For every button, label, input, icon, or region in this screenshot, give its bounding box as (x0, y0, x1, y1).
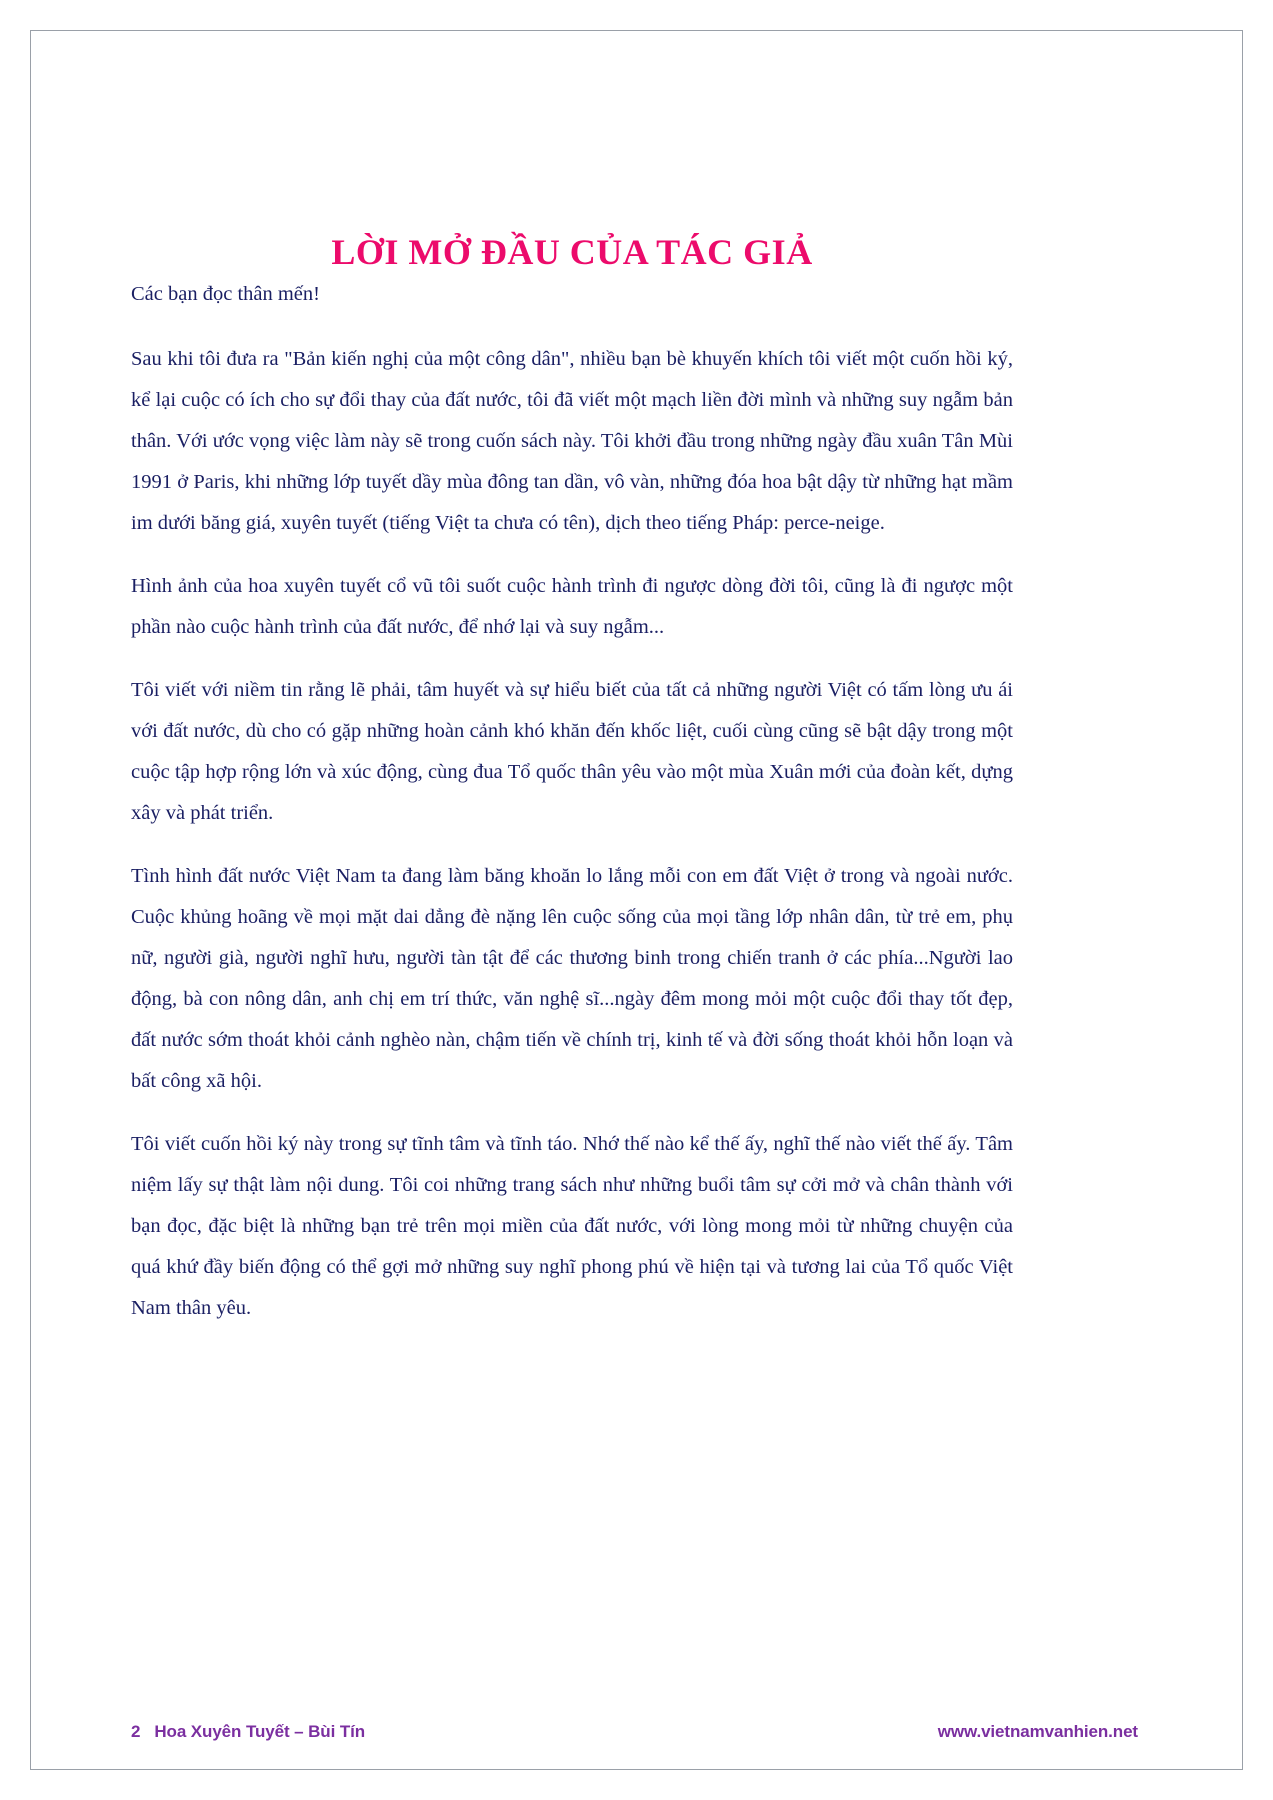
footer-book-title: Hoa Xuyên Tuyết – Bùi Tín (154, 1722, 366, 1741)
page-title: LỜI MỞ ĐẦU CỦA TÁC GIẢ (331, 232, 813, 272)
paragraph-greeting: Các bạn đọc thân mến! (131, 283, 320, 306)
paragraph-4: Tình hình đất nước Việt Nam ta đang làm băng khoăn lo lắng mỗi con em đất Việt ở trong và ngoài nước. Cuộc khủng hoãng về mọi mặt dai dẳng đè nặng lên cuộc sống của mọi tầng lớp nhân dân, từ trẻ em, phụ nữ, người già, người nghĩ hưu, người tàn tật để các thương binh trong chiến tranh ở các phía...Người lao động, bà con nông dân, anh chị em trí thức, văn nghệ sĩ...ngày đêm mong mỏi một cuộc đổi thay tốt đẹp, đất nước sớm thoát khỏi cảnh nghèo nàn, chậm tiến về chính trị, kinh tế và đời sống thoát khỏi hỗn loạn và bất công xã hội. (131, 865, 1013, 1093)
paragraph-1: Sau khi tôi đưa ra "Bản kiến nghị của một công dân", nhiều bạn bè khuyến khích tôi viết một cuốn hồi ký, kể lại cuộc có ích cho sự đổi thay của đất nước, tôi đã viết một mạch liền đời mình và những suy ngẫm bản thân. Với ước vọng việc làm này sẽ trong cuốn sách này. Tôi khởi đầu trong những ngày đầu xuân Tân Mùi 1991 ở Paris, khi những lớp tuyết dầy mùa đông tan dần, vô vàn, những đóa hoa bật dậy từ những hạt mầm im dưới băng giá, xuyên tuyết (tiếng Việt ta chưa có tên), dịch theo tiếng Pháp: perce-neige. (131, 348, 1013, 535)
page-footer (131, 1722, 1142, 1742)
footer-page-number: 2 (131, 1722, 141, 1741)
paragraph-3: Tôi viết với niềm tin rằng lẽ phải, tâm huyết và sự hiểu biết của tất cả những người Việt có tấm lòng ưu ái với đất nước, dù cho có gặp những hoàn cảnh khó khăn đến khốc liệt, cuối cùng cũng sẽ bật dậy trong một cuộc tập hợp rộng lớn và xúc động, cùng đua Tổ quốc thân yêu vào một mùa Xuân mới của đoàn kết, dựng xây và phát triển. (131, 679, 1013, 825)
paragraph-5: Tôi viết cuốn hồi ký này trong sự tĩnh tâm và tĩnh táo. Nhớ thế nào kể thế ấy, nghĩ thế nào viết thế ấy. Tâm niệm lấy sự thật làm nội dung. Tôi coi những trang sách như những buổi tâm sự cởi mở và chân thành với bạn đọc, đặc biệt là những bạn trẻ trên mọi miền của đất nước, với lòng mong mỏi từ những chuyện của quá khứ đầy biến động có thể gợi mở những suy nghĩ phong phú về hiện tại và tương lai của Tổ quốc Việt Nam thân yêu. (131, 1133, 1013, 1320)
footer-left-group (131, 1722, 365, 1742)
page-content (131, 60, 1013, 1329)
paragraph-2: Hình ảnh của hoa xuyên tuyết cổ vũ tôi suốt cuộc hành trình đi ngược dòng đời tôi, cũng là đi ngược một phần nào cuộc hành trình của đất nước, để nhớ lại và suy ngẫm... (131, 575, 1013, 639)
footer-website-link[interactable]: www.vietnamvanhien.net (937, 1722, 1138, 1741)
